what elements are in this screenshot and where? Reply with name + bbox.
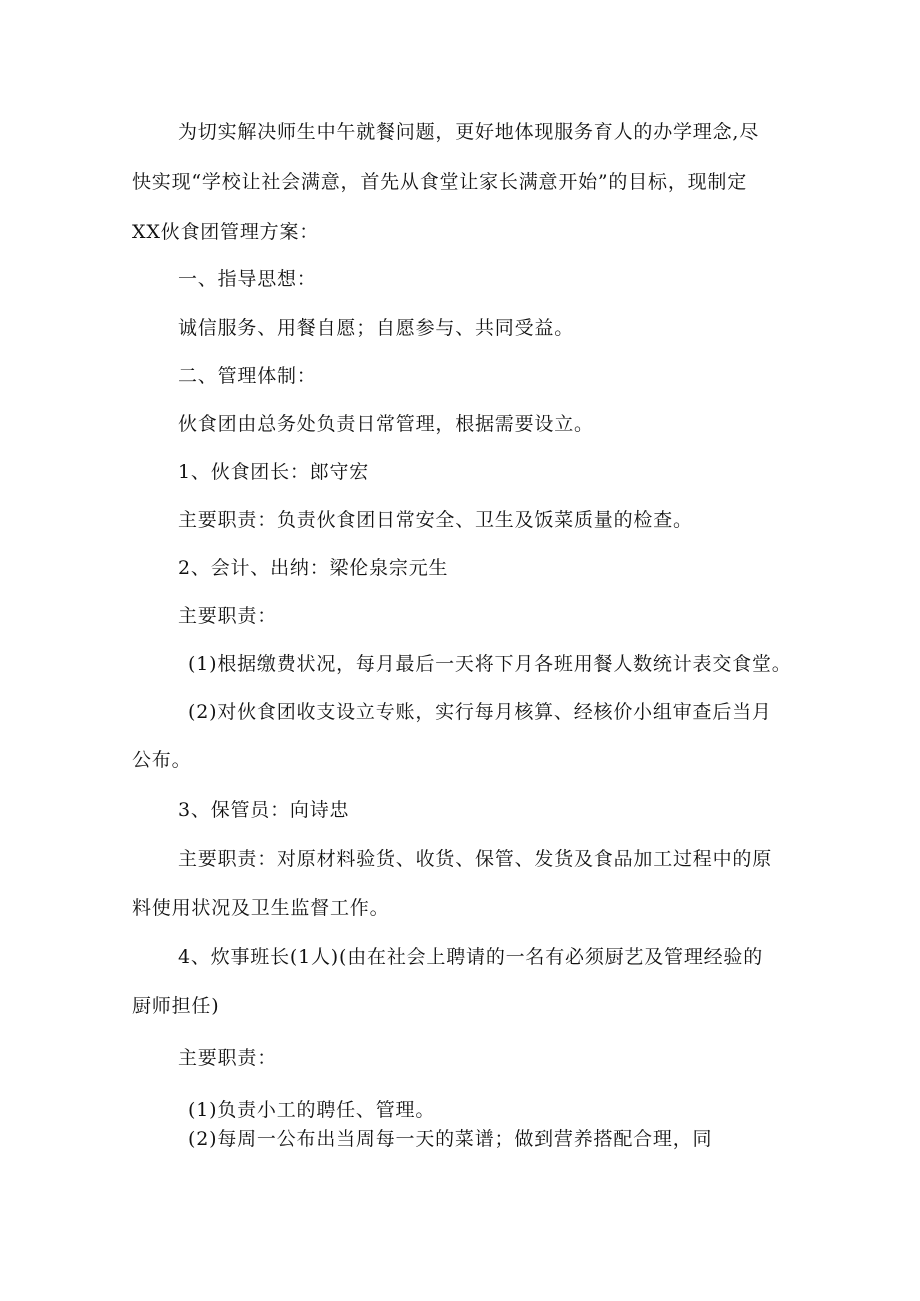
accountant-duty-1: (1)根据缴费状况，每月最后一天将下月各班用餐人数统计表交食堂。 <box>188 653 792 675</box>
accountant-duties-heading: 主要职责： <box>178 605 278 627</box>
storekeeper-duties-line-1: 主要职责：对原材料验货、收货、保管、发货及食品加工过程中的原 <box>178 848 773 870</box>
accountant-duty-2-line-1: (2)对伙食团收支设立专账，实行每月核算、经核价小组审查后当月 <box>188 701 772 723</box>
cook-leader-duties-heading: 主要职责： <box>178 1047 278 1069</box>
paragraph-intro-line-2: 快实现“学校让社会满意，首先从食堂让家长满意开始”的目标，现制定 <box>132 171 748 193</box>
guiding-thought-text: 诚信服务、用餐自愿；自愿参与、共同受益。 <box>178 317 575 339</box>
cook-leader-duty-2: (2)每周一公布出当周每一天的菜谱；做到营养搭配合理，同 <box>188 1128 713 1150</box>
section-heading-guiding-thought: 一、指导思想： <box>178 268 317 290</box>
paragraph-intro-line-3: XX伙食团管理方案： <box>132 221 320 243</box>
canteen-head-duties: 主要职责：负责伙食团日常安全、卫生及饭菜质量的检查。 <box>178 509 693 531</box>
role-accountant-cashier: 2、会计、出纳：梁伦泉宗元生 <box>178 557 449 579</box>
accountant-duty-2-line-2: 公布。 <box>132 749 192 771</box>
management-system-text: 伙食团由总务处负责日常管理，根据需要设立。 <box>178 413 594 435</box>
cook-leader-duty-1: (1)负责小工的聘任、管理。 <box>188 1099 436 1121</box>
role-cook-leader-line-1: 4、炊事班长(1人)(由在社会上聘请的一名有必须厨艺及管理经验的 <box>178 946 764 968</box>
section-heading-management-system: 二、管理体制： <box>178 365 317 387</box>
role-canteen-head: 1、伙食团长：郎守宏 <box>178 461 370 483</box>
role-cook-leader-line-2: 厨师担任) <box>132 995 220 1017</box>
paragraph-intro-line-1: 为切实解决师生中午就餐问题，更好地体现服务育人的办学理念,尽 <box>178 121 760 143</box>
role-storekeeper: 3、保管员：向诗忠 <box>178 799 350 821</box>
storekeeper-duties-line-2: 料使用状况及卫生监督工作。 <box>132 897 390 919</box>
